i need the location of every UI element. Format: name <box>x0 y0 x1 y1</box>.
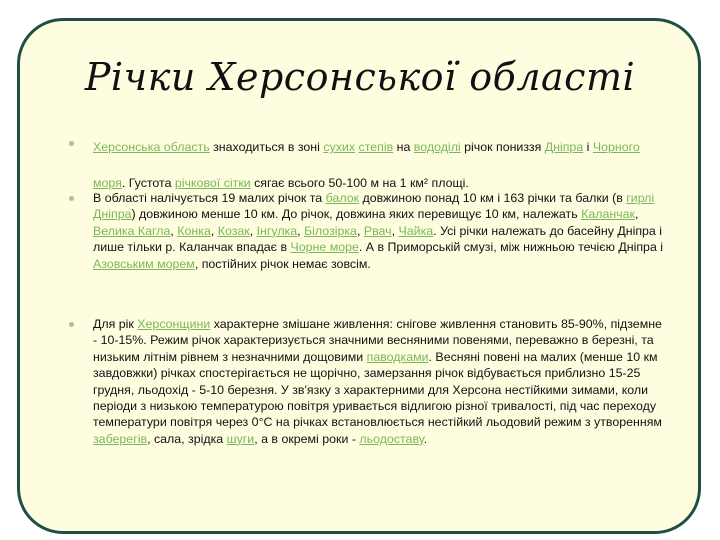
inline-link[interactable]: Чорного моря <box>93 140 640 190</box>
text-run: на <box>393 140 414 154</box>
text-run: , <box>297 223 305 238</box>
inline-link[interactable]: степів <box>358 140 394 154</box>
inline-link[interactable]: гирлі <box>626 191 655 205</box>
inline-link[interactable]: Інгулка <box>256 223 298 238</box>
inline-link[interactable]: Чорне море <box>290 240 359 255</box>
inline-link[interactable]: Білозірка <box>304 223 357 238</box>
inline-link[interactable]: заберегів <box>93 431 148 446</box>
text-run: річок пониззя <box>460 140 545 154</box>
text-run: сягає всього 50-100 м на 1 км² площі. <box>250 176 469 190</box>
bullet-marker <box>69 141 74 146</box>
inline-link[interactable]: Конка <box>177 223 211 238</box>
inline-link[interactable]: балок <box>325 191 360 205</box>
text-run: , <box>249 223 257 238</box>
paragraph-2 <box>93 190 666 272</box>
inline-link[interactable]: сухих <box>323 140 356 154</box>
text-run: характерне змішане живлення: снігове живлення становить 85-90%, підземне - 10-15%. Режим річок характеризується значними весняними повенями, переважно в березні, та низьким літнім рівнем з незначними дощовими <box>93 317 662 364</box>
text-run: В області налічується 19 малих річок та <box>93 191 326 205</box>
slide-title: Річки Херсонської області <box>84 55 636 99</box>
inline-link[interactable]: річкової сітки <box>174 176 251 190</box>
text-run: , постійних річок немає зовсім. <box>194 256 371 271</box>
text-run: , <box>634 207 639 222</box>
text-run: Для рік <box>93 317 138 331</box>
text-run: , сала, зрідка <box>147 431 227 446</box>
inline-link[interactable]: Велика Кагла <box>93 223 171 238</box>
text-run: знаходиться в зоні <box>209 140 324 154</box>
inline-link[interactable]: Азовським морем <box>93 256 195 271</box>
text-run: . <box>423 431 428 446</box>
text-run: ) довжиною менше 10 км. До річок, довжина яких перевищує 10 км, належать <box>131 207 582 222</box>
text-run: , <box>210 223 218 238</box>
inline-link[interactable]: Дніпра <box>93 207 132 222</box>
inline-link[interactable]: Херсонська область <box>93 140 210 154</box>
bullet-marker <box>69 196 74 201</box>
text-run: , <box>170 223 178 238</box>
inline-link[interactable]: Чайка <box>398 223 434 238</box>
inline-link[interactable]: Дніпра <box>544 140 584 154</box>
paragraph-3 <box>93 316 666 447</box>
text-run: , а в окремі роки - <box>254 431 360 446</box>
text-run: . Весняні повені на малих (менше 10 км завдовжки) річках спостерігається не щорічно, замерзання річок відбувається приблизно 15-25 грудня, льодохід - 5-10 березня. У зв'язку з характерними для Херсона нестійкими зимами, коли періоди з низькою температурою повітря уривається відлигою різної тривалості, під час переходу температури повітря через 0°C на річках встановлюється нестійкий льодовий режим з утворенням <box>93 349 662 430</box>
inline-link[interactable]: льодоставу <box>359 431 424 446</box>
inline-link[interactable]: Каланчак <box>581 207 635 222</box>
bullet-marker <box>69 322 74 327</box>
inline-link[interactable]: вододілі <box>413 140 461 154</box>
text-run: , <box>391 223 399 238</box>
text-run: . Усі річки належать до басейну Дніпра і лише тільки р. Каланчак впадає в <box>93 223 663 255</box>
text-run: і <box>583 140 593 154</box>
inline-link[interactable]: Рвач <box>363 223 392 238</box>
text-run: довжиною понад 10 км і 163 річки та балки (в <box>359 191 627 205</box>
inline-link[interactable]: паводками <box>366 349 429 364</box>
inline-link[interactable]: Херсонщини <box>137 317 211 331</box>
inline-link[interactable]: Козак <box>217 223 250 238</box>
text-run: , <box>356 223 364 238</box>
inline-link[interactable]: шуги <box>226 431 255 446</box>
text-run: . Густота <box>121 176 175 190</box>
text-run: . А в Приморській смузі, між нижньою течією Дніпра і <box>358 240 664 255</box>
